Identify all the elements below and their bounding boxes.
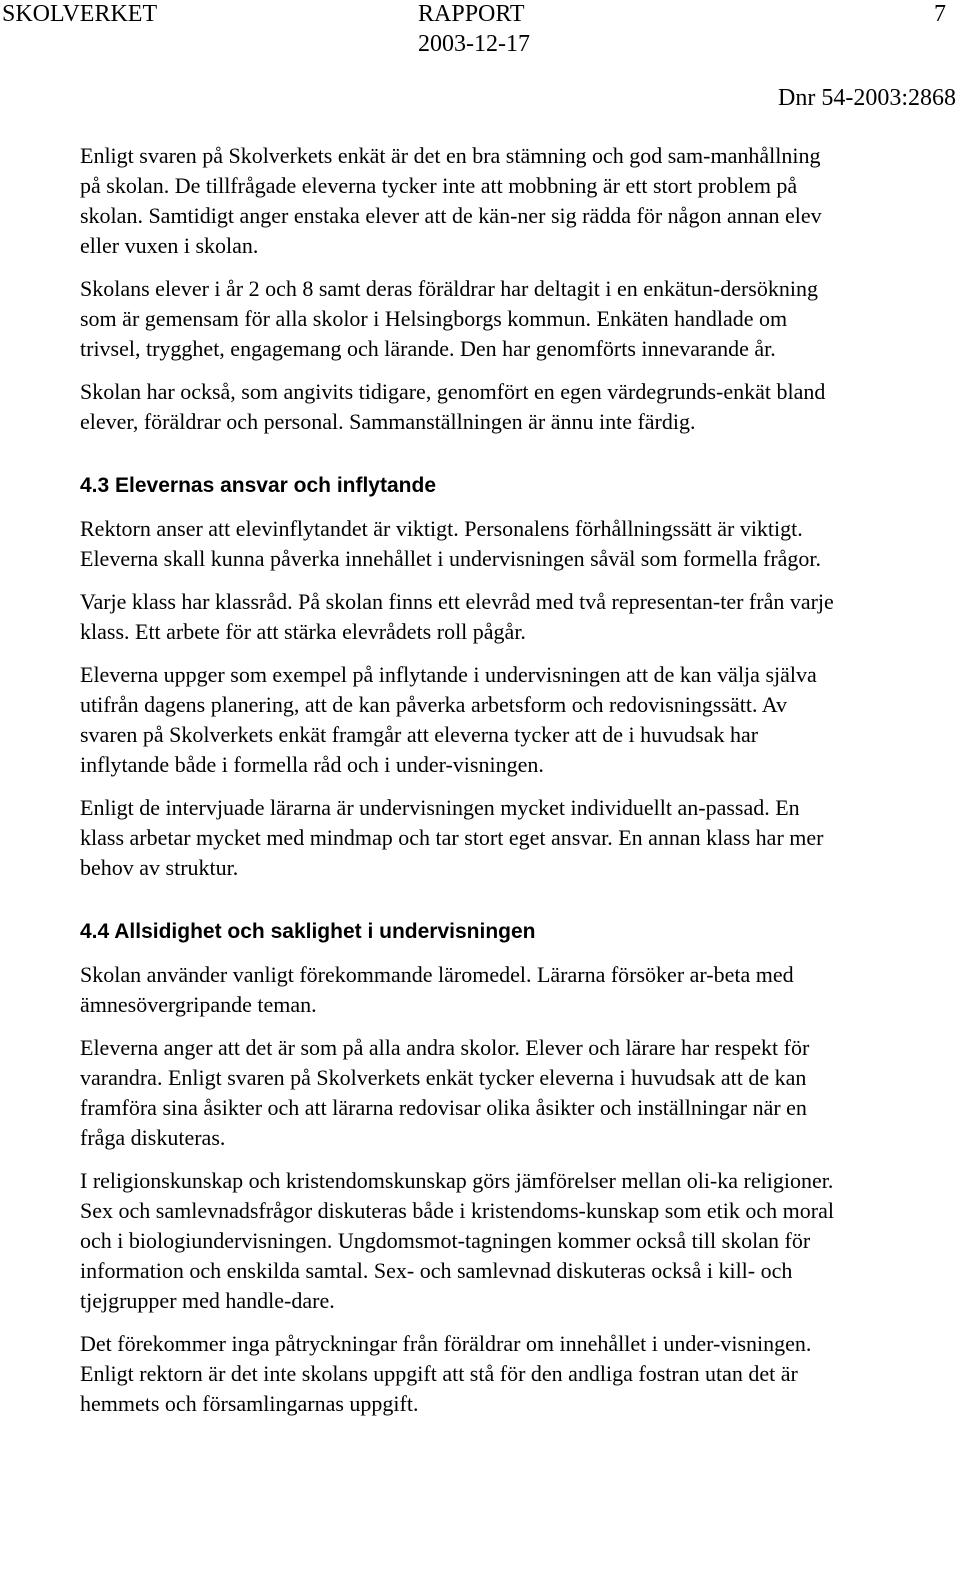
paragraph: I religionskunskap och kristendomskunskap görs jämförelser mellan oli-ka religioner. Sex och samlevnadsfrågor diskuteras både i kristendoms-kunskap som etik och moral och i biologiundervisningen. Ungdomsmot-tagningen kommer också till skolan för information och enskilda samtal. Sex- och samlevnad diskuteras också i kill- och tjejgrupper med handle-dare. <box>80 1168 834 1313</box>
paragraph: Skolan har också, som angivits tidigare, genomfört en egen värdegrunds-enkät bland elever, föräldrar och personal. Sammanställningen är ännu inte färdig. <box>80 379 826 434</box>
page-header <box>0 0 960 110</box>
paragraph: Enligt de intervjuade lärarna är undervisningen mycket individuellt an-passad. En klass arbetar mycket med mindmap och tar stort eget ansvar. En annan klass har mer behov av struktur. <box>80 795 824 880</box>
paragraph: Skolans elever i år 2 och 8 samt deras föräldrar har deltagit i en enkätun-dersökning som är gemensam för alla skolor i Helsingborgs kommun. Enkäten handlade om trivsel, trygghet, engagemang och lärande. Den har genomförts innevarande år. <box>80 276 818 361</box>
paragraph: Rektorn anser att elevinflytandet är viktigt. Personalens förhållningssätt är viktigt. Eleverna skall kunna påverka innehållet i undervisningen såväl som formella frågor. <box>80 516 822 571</box>
paragraph: Varje klass har klassråd. På skolan finns ett elevråd med två representan-ter från varje klass. Ett arbete för att stärka elevrådets roll pågår. <box>80 589 834 644</box>
organization-name: SKOLVERKET <box>2 1 158 27</box>
document-date: 2003-12-17 <box>418 31 530 57</box>
page-number: 7 <box>934 1 946 27</box>
section-heading-4-3: 4.3 Elevernas ansvar och inflytande <box>80 474 436 497</box>
document-type: RAPPORT <box>418 1 525 27</box>
page-content <box>80 141 845 1432</box>
paragraph: Enligt svaren på Skolverkets enkät är det en bra stämning och god sam-manhållning på skolan. De tillfrågade eleverna tycker inte att mobbning är ett stort problem på skolan. Samtidigt anger enstaka elever att de kän-ner sig rädda för någon annan elev eller vuxen i skolan. <box>80 143 822 258</box>
paragraph: Eleverna anger att det är som på alla andra skolor. Elever och lärare har respekt för varandra. Enligt svaren på Skolverkets enkät tycker eleverna i huvudsak att de kan framföra sina åsikter och att lärarna redovisar olika åsikter och inställningar när en fråga diskuteras. <box>80 1035 810 1150</box>
paragraph: Det förekommer inga påtryckningar från föräldrar om innehållet i under-visningen. Enligt rektorn är det inte skolans uppgift att stå för den andliga fostran utan det är hemmets och församlingarnas uppgift. <box>80 1331 812 1416</box>
section-heading-4-4: 4.4 Allsidighet och saklighet i undervisningen <box>80 920 536 943</box>
registration-number: Dnr 54-2003:2868 <box>778 85 956 111</box>
paragraph: Skolan använder vanligt förekommande läromedel. Lärarna försöker ar-beta med ämnesövergripande teman. <box>80 962 794 1017</box>
paragraph: Eleverna uppger som exempel på inflytande i undervisningen att de kan välja själva utifrån dagens planering, att de kan påverka arbetsform och redovisningssätt. Av svaren på Skolverkets enkät framgår att eleverna tycker att de i huvudsak har inflytande både i formella råd och i under-visningen. <box>80 662 817 777</box>
